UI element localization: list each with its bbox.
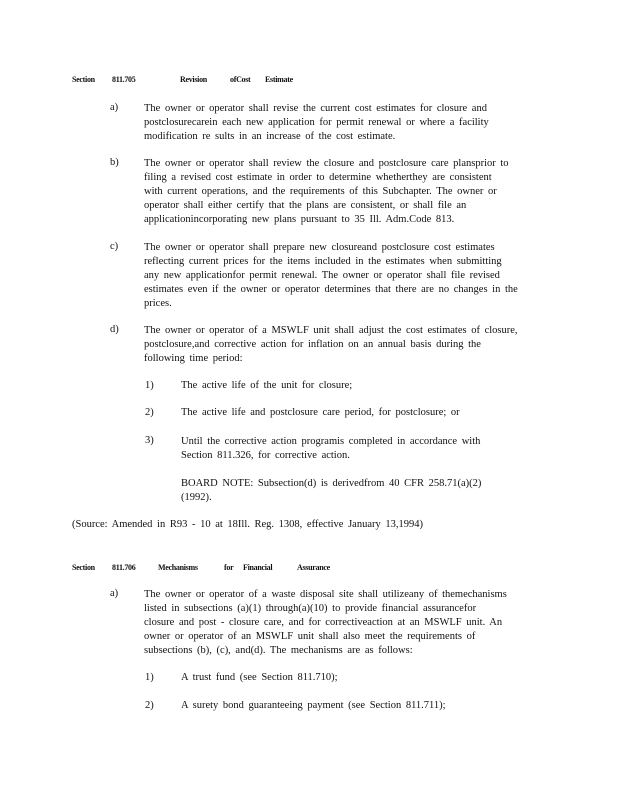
section-title-word-3: Financial [243,563,273,572]
subitem-text-1: The active life of the unit for closure; [181,380,353,391]
section-title-word-2: ofCost [230,75,251,84]
subitem-label-1: 1) [145,380,154,391]
section-word: Section [72,75,95,84]
text-line: (1992). [181,492,212,503]
text-line: with current operations, and the requirements of this Subchapter. The owner or [144,186,497,197]
subitem-label-2: 2) [145,407,154,418]
text-line: The owner or operator shall revise the current cost estimates for closure and [144,103,487,114]
text-line: applicationincorporating new plans pursuant to 35 Ill. Adm.Code 813. [144,214,455,225]
subitem-text-2: The active life and postclosure care period, for postclosure; or [181,407,460,418]
paragraph-mechanisms-a [144,588,507,658]
item-label-a: a) [110,588,119,599]
text-line: The owner or operator shall review the closure and postclosure care plansprior to [144,158,509,169]
text-line: reflecting current prices for the items included in the estimates when submitting [144,256,502,267]
text-line: listed in subsections (a)(1) through(a)(10) to provide financial assurancefor [144,603,477,614]
text-line: The owner or operator of a waste disposal site shall utilizeany of themechanisms [144,589,507,600]
text-line: estimates even if the owner or operator determines that there are no changes in the [144,284,518,295]
item-label-d: d) [110,324,119,335]
text-line: modification re sults in an increase of the cost estimate. [144,131,396,142]
subitem-label-3: 3) [145,435,154,446]
text-line: Until the corrective action programis completed in accordance with [181,436,481,447]
text-line: prices. [144,298,172,309]
text-line: postclosurecarein each new application for permit renewal or where a facility [144,117,489,128]
paragraph-b [144,157,509,227]
text-line: owner or operator of an MSWLF unit shall also meet the requirements of [144,631,476,642]
paragraph-d [144,324,518,366]
text-line: BOARD NOTE: Subsection(d) is derivedfrom 40 CFR 258.71(a)(2) [181,478,482,489]
board-note [181,477,481,505]
text-line: subsections (b), (c), and(d). The mechanisms are as follows: [144,645,413,656]
subitem-label-1: 1) [145,672,154,683]
subitem-text-surety-bond: A surety bond guaranteeing payment (see Section 811.711); [181,700,446,711]
text-line: The owner or operator of a MSWLF unit shall adjust the cost estimates of closure, [144,325,518,336]
section-word: Section [72,563,95,572]
section-title-word-1: Revision [180,75,207,84]
text-line: The owner or operator shall prepare new closureand postclosure cost estimates [144,242,495,253]
section-title-word-1: Mechanisms [158,563,198,572]
section-number: 811.706 [112,563,136,572]
subitem-text-3 [181,435,480,463]
section-title-word-3: Estimate [265,75,293,84]
subitem-label-2: 2) [145,700,154,711]
text-line: operator shall either certify that the plans are consistent, or shall file an [144,200,467,211]
text-line: Section 811.326, for corrective action. [181,450,350,461]
source-note: (Source: Amended in R93 - 10 at 18Ill. Reg. 1308, effective January 13,1994) [72,519,423,530]
section-title-word-4: Assurance [297,563,330,572]
item-label-c: c) [110,241,119,252]
item-label-a: a) [110,102,119,113]
text-line: postclosure,and corrective action for inflation on an annual basis during the [144,339,481,350]
subitem-text-trust-fund: A trust fund (see Section 811.710); [181,672,338,683]
text-line: following time period: [144,353,243,364]
paragraph-a [144,102,489,144]
text-line: filing a revised cost estimate in order to determine whetherthey are consistent [144,172,492,183]
paragraph-c [144,241,518,311]
text-line: any new applicationfor permit renewal. The owner or operator shall file revised [144,270,500,281]
text-line: closure and post - closure care, and for correctiveaction at an MSWLF unit. An [144,617,503,628]
section-number: 811.705 [112,75,136,84]
section-title-word-2: for [224,563,234,572]
item-label-b: b) [110,157,119,168]
